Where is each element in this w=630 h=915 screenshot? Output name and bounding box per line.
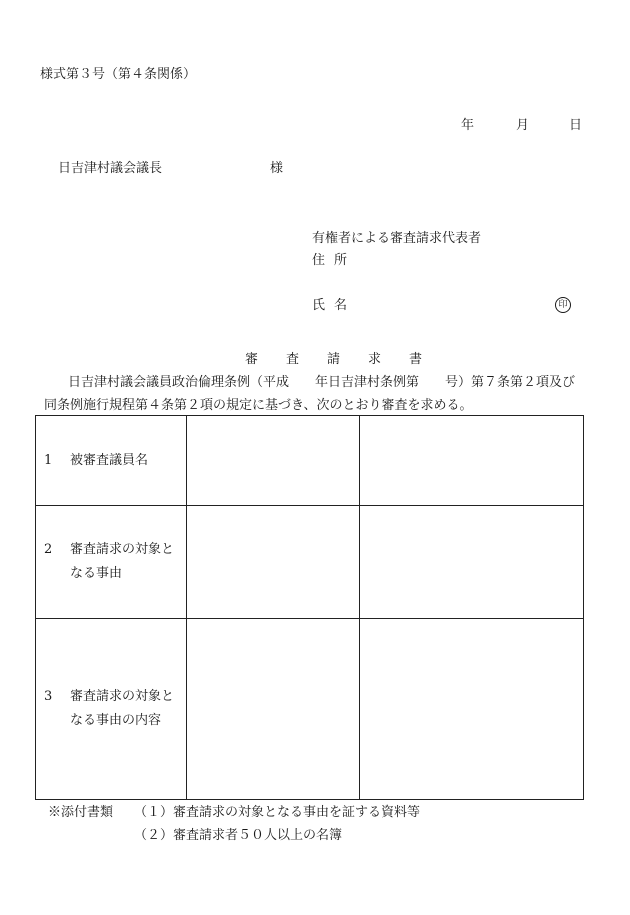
date-year-label: 年: [461, 118, 475, 133]
row-label: [70, 538, 174, 586]
row-label-cell: [36, 416, 187, 506]
row-label-line-1: 審査請求の対象と: [70, 542, 175, 557]
attachments-heading: ※添付書類: [48, 805, 114, 820]
body-text-line-1: 日吉津村議会議員政治倫理条例（平成 年日吉津村条例第 号）第７条第２項及び: [68, 375, 576, 390]
row-number: 1: [44, 452, 53, 468]
table-row: [36, 416, 584, 506]
value-cell[interactable]: [360, 619, 584, 800]
row-label-line-2: なる事由: [70, 566, 123, 581]
table-row: [36, 619, 584, 800]
value-cell[interactable]: [187, 416, 360, 506]
name-label: 氏名: [312, 298, 357, 313]
row-label: [70, 685, 174, 733]
row-label-line-1: 審査請求の対象と: [70, 689, 175, 704]
seal-mark: 印: [555, 297, 571, 313]
form-number: 様式第３号（第４条関係）: [40, 67, 197, 82]
value-cell[interactable]: [360, 416, 584, 506]
row-label-cell: [36, 506, 187, 619]
row-label: 被審査議員名: [70, 452, 149, 468]
attachment-item-1: （１）審査請求の対象となる事由を証する資料等: [134, 805, 421, 820]
value-cell[interactable]: [187, 506, 360, 619]
row-label-cell: [36, 619, 187, 800]
address-label: 住所: [312, 253, 357, 268]
addressee-honorific: 様: [270, 161, 284, 176]
requester-title: 有権者による審査請求代表者: [312, 231, 482, 246]
attachment-item-2: （２）審査請求者５０人以上の名簿: [134, 828, 343, 843]
row-number: 2: [44, 542, 53, 557]
attachments-line-1: [48, 806, 420, 819]
value-cell[interactable]: [360, 506, 584, 619]
document-title: 審査請求書: [245, 352, 451, 367]
row-label-line-2: なる事由の内容: [70, 713, 162, 728]
addressee: 日吉津村議会議長: [58, 161, 163, 176]
body-text-line-2: 同条例施行規程第４条第２項の規定に基づき、次のとおり審査を求める。: [44, 398, 473, 413]
table-row: [36, 506, 584, 619]
date-month-label: 月: [516, 118, 530, 133]
review-request-table: [35, 415, 584, 800]
value-cell[interactable]: [187, 619, 360, 800]
date-day-label: 日: [569, 118, 583, 133]
row-number: 3: [44, 689, 53, 704]
